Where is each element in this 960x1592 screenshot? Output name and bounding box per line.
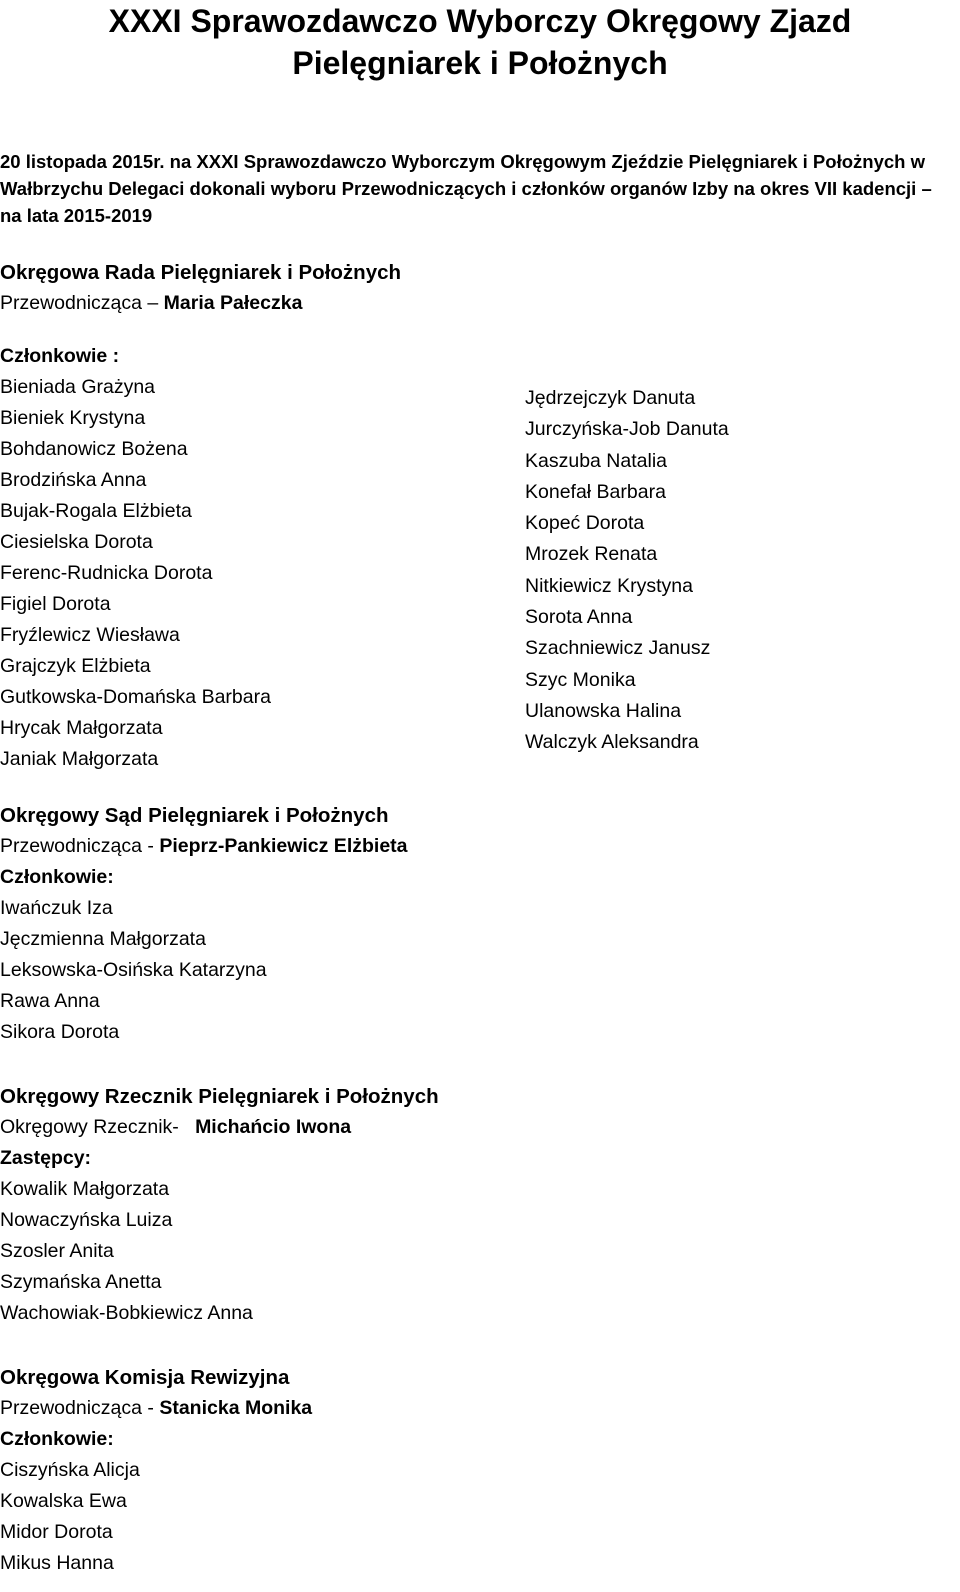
member-name: Figiel Dorota (0, 593, 111, 615)
member-name: Janiak Małgorzata (0, 748, 159, 770)
document-title (0, 0, 960, 84)
section-heading: Okręgowy Sąd Pielęgniarek i Położnych (0, 804, 389, 827)
members-list (0, 1174, 439, 1329)
members-list-left (0, 372, 401, 775)
member-name: Rawa Anna (0, 990, 100, 1012)
chair-line (0, 1112, 439, 1143)
chair-label: Okręgowy Rzecznik- (0, 1116, 196, 1138)
member-name: Szosler Anita (0, 1240, 114, 1262)
member-name: Ciesielska Dorota (0, 531, 153, 553)
member-name: Bohdanowicz Bożena (0, 438, 188, 460)
member-name: Kaszuba Natalia (525, 449, 668, 472)
section-heading: Okręgowa Komisja Rewizyjna (0, 1366, 290, 1389)
member-name: Sikora Dorota (0, 1021, 120, 1043)
section-heading: Okręgowa Rada Pielęgniarek i Położnych (0, 261, 402, 284)
member-name: Jęczmienna Małgorzata (0, 928, 206, 950)
member-name: Jędrzejczyk Danuta (525, 387, 696, 409)
member-name: Nowaczyńska Luiza (0, 1209, 173, 1231)
member-name: Szachniewicz Janusz (525, 637, 711, 660)
member-name: Kowalska Ewa (0, 1490, 127, 1512)
section-komisja (0, 1362, 312, 1579)
chair-label: Przewodnicząca - (0, 835, 160, 857)
members-list-right (525, 383, 729, 759)
member-name: Szyc Monika (525, 668, 636, 691)
section-sad (0, 800, 408, 1048)
intro-text: na XXXI Sprawozdawczo Wyborczym Okręgowym Zjeździe Pielęgniarek i Położnych w Wałbrzychu Delegaci dokonali wyboru Przewodniczących i członków organów Izby na okres VII kadencji – na lata 2015-2019 (0, 151, 932, 226)
section-heading: Okręgowy Rzecznik Pielęgniarek i Położnych (0, 1085, 439, 1108)
member-name: Sorota Anna (525, 606, 633, 629)
title-line-2: Pielęgniarek i Położnych (292, 45, 668, 81)
chair-line (0, 288, 401, 319)
chair-label: Przewodnicząca - (0, 1397, 160, 1419)
member-name: Grajczyk Elżbieta (0, 655, 151, 677)
member-name: Bujak-Rogala Elżbieta (0, 500, 192, 522)
chair-name: Michańcio Iwona (195, 1116, 352, 1138)
members-label: Członkowie: (0, 866, 114, 888)
member-name: Fryźlewicz Wiesława (0, 624, 180, 646)
member-name: Szymańska Anetta (0, 1271, 162, 1293)
member-name: Mikus Hanna (0, 1552, 114, 1574)
member-name: Wachowiak-Bobkiewicz Anna (0, 1302, 253, 1324)
section-rzecznik (0, 1081, 439, 1329)
member-name: Leksowska-Osińska Katarzyna (0, 959, 267, 981)
member-name: Walczyk Aleksandra (525, 731, 699, 754)
member-name: Konefał Barbara (525, 480, 666, 503)
member-name: Mrozek Renata (525, 543, 658, 566)
title-line-1: XXXI Sprawozdawczo Wyborczy Okręgowy Zjazd (108, 3, 852, 39)
chair-line (0, 831, 408, 862)
member-name: Ferenc-Rudnicka Dorota (0, 562, 213, 584)
member-name: Iwańczuk Iza (0, 897, 113, 919)
member-name: Kopeć Dorota (525, 512, 645, 535)
member-name: Bieniek Krystyna (0, 407, 146, 429)
section-rada (0, 257, 401, 775)
members-label: Członkowie : (0, 345, 120, 367)
chair-label: Przewodnicząca – (0, 292, 164, 314)
member-name: Gutkowska-Domańska Barbara (0, 686, 271, 708)
members-list (0, 1455, 312, 1579)
member-name: Bieniada Grażyna (0, 376, 156, 398)
intro-date: 20 listopada 2015r. (0, 151, 165, 172)
chair-line (0, 1393, 312, 1424)
chair-name: Pieprz-Pankiewicz Elżbieta (159, 835, 408, 857)
intro-paragraph (0, 148, 955, 229)
chair-name: Maria Pałeczka (163, 292, 303, 314)
member-name: Nitkiewicz Krystyna (525, 574, 693, 597)
members-list (0, 893, 408, 1048)
members-label: Członkowie: (0, 1428, 114, 1450)
member-name: Midor Dorota (0, 1521, 113, 1543)
member-name: Kowalik Małgorzata (0, 1178, 170, 1200)
member-name: Jurczyńska-Job Danuta (525, 418, 729, 441)
member-name: Ciszyńska Alicja (0, 1459, 140, 1481)
member-name: Hrycak Małgorzata (0, 717, 163, 739)
members-label: Zastępcy: (0, 1147, 92, 1169)
member-name: Brodzińska Anna (0, 469, 147, 491)
chair-name: Stanicka Monika (159, 1397, 313, 1419)
member-name: Ulanowska Halina (525, 699, 682, 722)
